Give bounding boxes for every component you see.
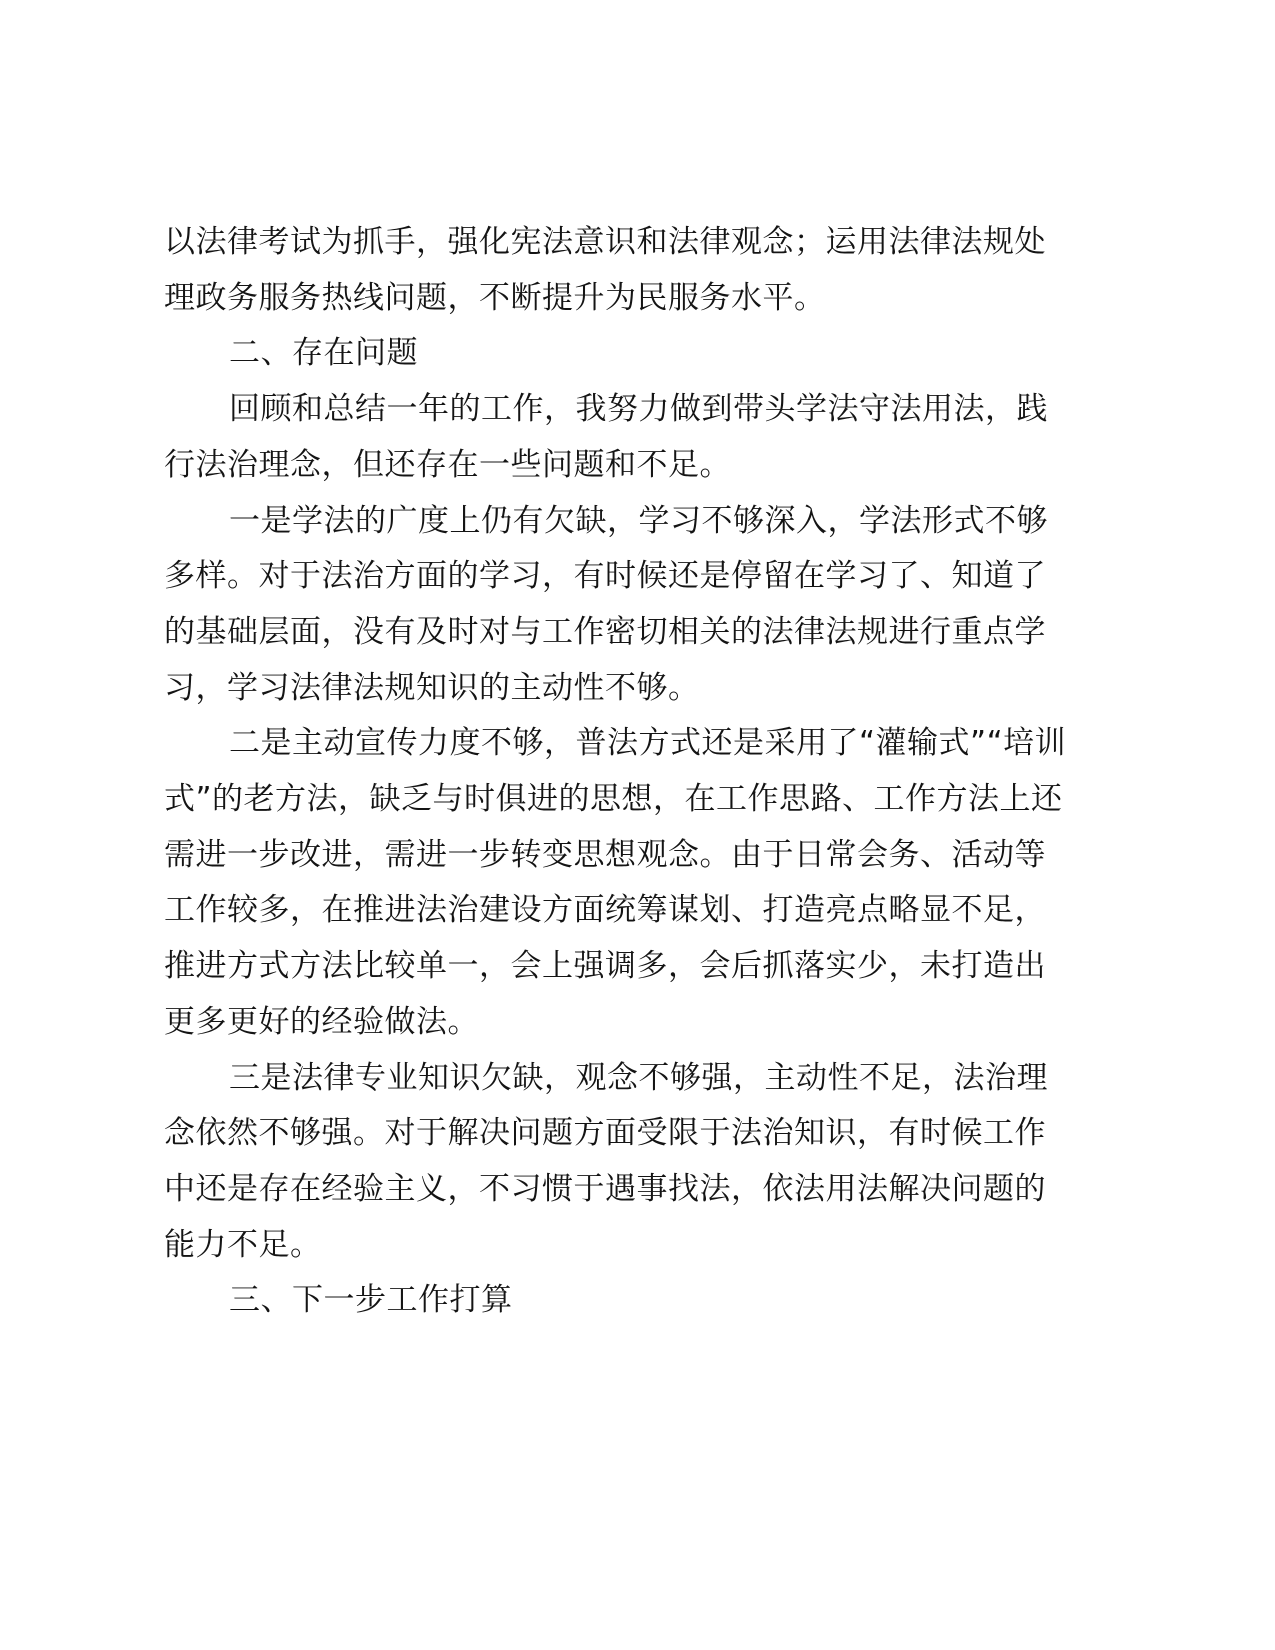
text-line: 一是学法的广度上仍有欠缺，学习不够深入，学法形式不够 bbox=[229, 503, 1048, 539]
text-line: 需进一步改进，需进一步转变思想观念。由于日常会务、活动等 bbox=[164, 837, 1046, 873]
text-line: 行法治理念，但还存在一些问题和不足。 bbox=[164, 447, 731, 483]
text-line: 理政务服务热线问题，不断提升为民服务水平。 bbox=[164, 280, 826, 316]
text-line: 能力不足。 bbox=[164, 1227, 322, 1263]
text-line: 中还是存在经验主义，不习惯于遇事找法，依法用法解决问题的 bbox=[164, 1171, 1046, 1207]
section-heading: 三、下一步工作打算 bbox=[229, 1282, 513, 1318]
text-line: 多样。对于法治方面的学习，有时候还是停留在学习了、知道了 bbox=[164, 558, 1046, 594]
text-line: 以法律考试为抓手，强化宪法意识和法律观念；运用法律法规处 bbox=[164, 224, 1046, 260]
text-line: 工作较多，在推进法治建设方面统筹谋划、打造亮点略显不足， bbox=[164, 892, 1046, 928]
text-line: 习，学习法律法规知识的主动性不够。 bbox=[164, 670, 700, 706]
text-line: 式”的老方法，缺乏与时俱进的思想，在工作思路、工作方法上还 bbox=[164, 781, 1063, 817]
text-line: 二是主动宣传力度不够，普法方式还是采用了“灌输式”“培训 bbox=[229, 725, 1067, 761]
text-line: 的基础层面，没有及时对与工作密切相关的法律法规进行重点学 bbox=[164, 614, 1046, 650]
text-line: 推进方式方法比较单一，会上强调多，会后抓落实少，未打造出 bbox=[164, 948, 1046, 984]
text-line: 念依然不够强。对于解决问题方面受限于法治知识，有时候工作 bbox=[164, 1115, 1046, 1151]
text-line: 三是法律专业知识欠缺，观念不够强，主动性不足，法治理 bbox=[229, 1060, 1048, 1096]
section-heading: 二、存在问题 bbox=[229, 335, 418, 371]
text-line: 回顾和总结一年的工作，我努力做到带头学法守法用法，践 bbox=[229, 391, 1048, 427]
text-line: 更多更好的经验做法。 bbox=[164, 1004, 479, 1040]
